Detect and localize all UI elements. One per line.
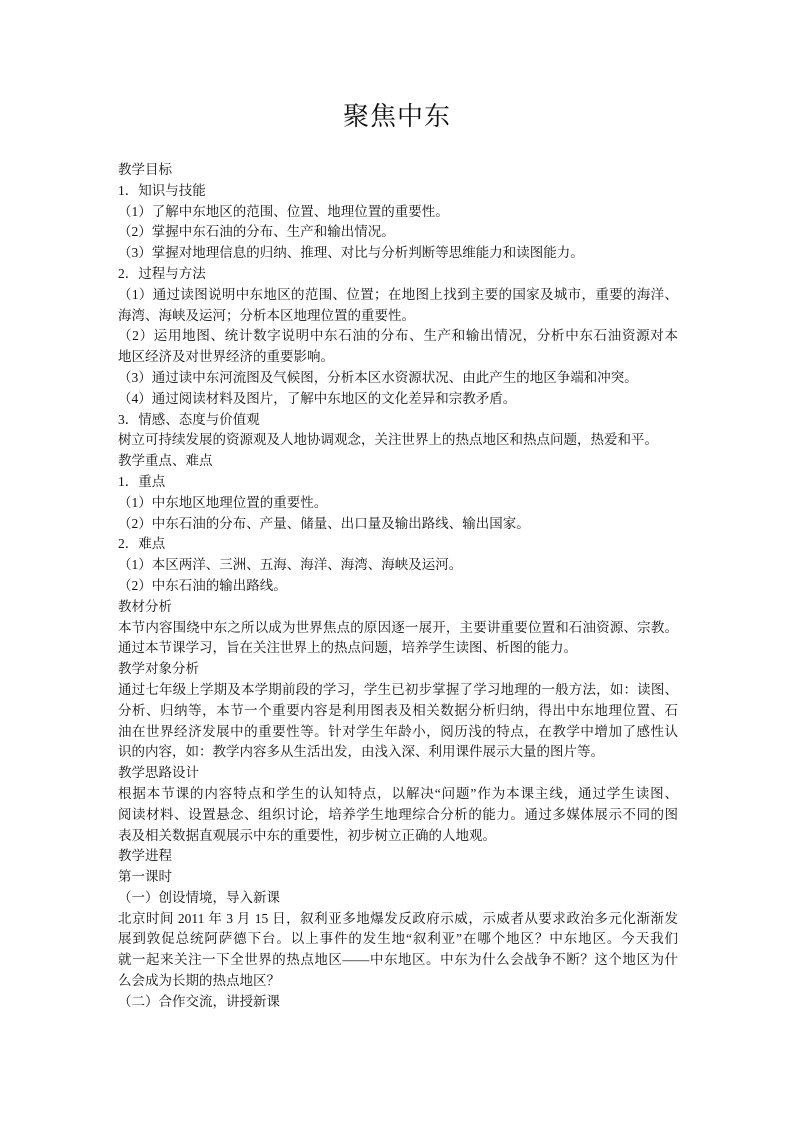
section-heading-line: 教学对象分析 (118, 661, 199, 677)
subheading-line: 1．重点 (118, 473, 166, 489)
list-item-line: （1）本区两洋、三洲、五海、海洋、海湾、海峡及运河。 (118, 557, 463, 573)
list-item-line: （4）通过阅读材料及图片，了解中东地区的文化差异和宗教矛盾。 (118, 390, 517, 406)
paragraph-line: 表及相关数据直观展示中东的重要性，初步树立正确的人地观。 (118, 827, 496, 843)
list-item (118, 222, 678, 243)
list-item (118, 389, 678, 410)
page-title: 聚焦中东 (342, 102, 451, 131)
subheading (118, 534, 678, 555)
subheading (118, 181, 678, 202)
list-item-line: （2）中东石油的分布、产量、储量、出口量及输出路线、输出国家。 (118, 515, 530, 531)
list-item-line: 地区经济及对世界经济的重要影响。 (118, 349, 334, 365)
subheading (118, 992, 678, 1013)
section-heading-line: 教学重点、难点 (118, 453, 213, 469)
paragraph-line: 展到敦促总统阿萨德下台。以上事件的发生地“叙利亚”在哪个地区？中东地区。今天我们 (118, 931, 678, 947)
subheading-line: （二）合作交流，讲授新课 (118, 993, 280, 1009)
list-item (118, 243, 678, 264)
list-item (118, 555, 678, 576)
list-item-line: （2）中东石油的输出路线。 (118, 577, 287, 593)
subheading (118, 410, 678, 431)
list-item (118, 514, 678, 535)
paragraph (118, 618, 678, 660)
paragraph-line: 么会成为长期的热点地区？ (118, 973, 280, 989)
paragraph-line: 就一起来关注一下全世界的热点地区——中东地区。中东为什么会战争不断？这个地区为什 (118, 952, 678, 968)
list-item-line: （1）通过读图说明中东地区的范围、位置；在地图上找到主要的国家及城市，重要的海洋、 (118, 286, 678, 302)
section-heading (118, 451, 678, 472)
subheading (118, 472, 678, 493)
subheading-line: 3．情感、态度与价值观 (118, 411, 260, 427)
section-heading (118, 763, 678, 784)
paragraph-line: 识的内容，如：教学内容多从生活出发，由浅入深、利用课件展示大量的图片等。 (118, 744, 604, 760)
paragraph (118, 430, 678, 451)
paragraph-line: 树立可持续发展的资源观及人地协调观念，关注世界上的热点地区和热点问题，热爱和平。 (118, 432, 658, 448)
subheading (118, 888, 678, 909)
paragraph-line: 根据本节课的内容特点和学生的认知特点，以解决“问题”作为本课主线，通过学生读图、 (118, 785, 678, 801)
list-item-line: （2）运用地图、统计数字说明中东石油的分布、生产和输出情况，分析中东石油资源对本 (118, 328, 678, 344)
paragraph-line: 通过七年级上学期及本学期前段的学习，学生已初步掌握了学习地理的一般方法，如：读图、 (118, 681, 678, 697)
subheading (118, 264, 678, 285)
list-item-line: （3）掌握对地理信息的归纳、推理、对比与分析判断等思维能力和读图能力。 (118, 245, 584, 261)
section-heading-line: 教学进程 (118, 848, 172, 864)
list-item (118, 493, 678, 514)
list-item-line: 海湾、海峡及运河；分析本区地理位置的重要性。 (118, 307, 415, 323)
subheading (118, 867, 678, 888)
paragraph-line: 通过本节课学习，旨在关注世界上的热点问题，培养学生读图、析图的能力。 (118, 640, 577, 656)
list-item-line: （2）掌握中东石油的分布、生产和输出情况。 (118, 224, 395, 240)
paragraph-line: 油在世界经济发展中的重要性等。针对学生年龄小，阅历浅的特点，在教学中增加了感性认 (118, 723, 678, 739)
paragraph (118, 784, 678, 846)
subheading-line: 1．知识与技能 (118, 182, 206, 198)
list-item (118, 202, 678, 223)
section-heading-line: 教学思路设计 (118, 765, 199, 781)
document-body (118, 160, 678, 1013)
paragraph-line: 阅读材料、设置悬念、组织讨论，培养学生地理综合分析的能力。通过多媒体展示不同的图 (118, 806, 678, 822)
list-item (118, 326, 678, 368)
list-item-line: （1）了解中东地区的范围、位置、地理位置的重要性。 (118, 203, 449, 219)
section-heading (118, 597, 678, 618)
list-item (118, 576, 678, 597)
section-heading-line: 教学目标 (118, 162, 172, 177)
paragraph-line: 分析、归纳等，本节一个重要内容是利用图表及相关数据分析归纳，得出中东地理位置、石 (118, 702, 678, 718)
paragraph (118, 909, 678, 992)
subheading-line: 2．难点 (118, 536, 166, 552)
subheading-line: （一）创设情境，导入新课 (118, 889, 280, 905)
list-item-line: （1）中东地区地理位置的重要性。 (118, 494, 328, 510)
section-heading (118, 846, 678, 867)
paragraph-line: 北京时间 2011 年 3 月 15 日，叙利亚多地爆发反政府示威，示威者从要求政治多元化渐渐发 (118, 910, 678, 926)
section-heading (118, 160, 678, 181)
list-item (118, 285, 678, 327)
list-item-line: （3）通过读中东河流图及气候图，分析本区水资源状况、由此产生的地区争端和冲突。 (118, 369, 638, 385)
list-item (118, 368, 678, 389)
subheading-line: 第一课时 (118, 869, 172, 885)
paragraph (118, 680, 678, 763)
section-heading-line: 教材分析 (118, 598, 172, 614)
subheading-line: 2．过程与方法 (118, 265, 206, 281)
paragraph-line: 本节内容围绕中东之所以成为世界焦点的原因逐一展开，主要讲重要位置和石油资源、宗教。 (118, 619, 678, 635)
section-heading (118, 659, 678, 680)
